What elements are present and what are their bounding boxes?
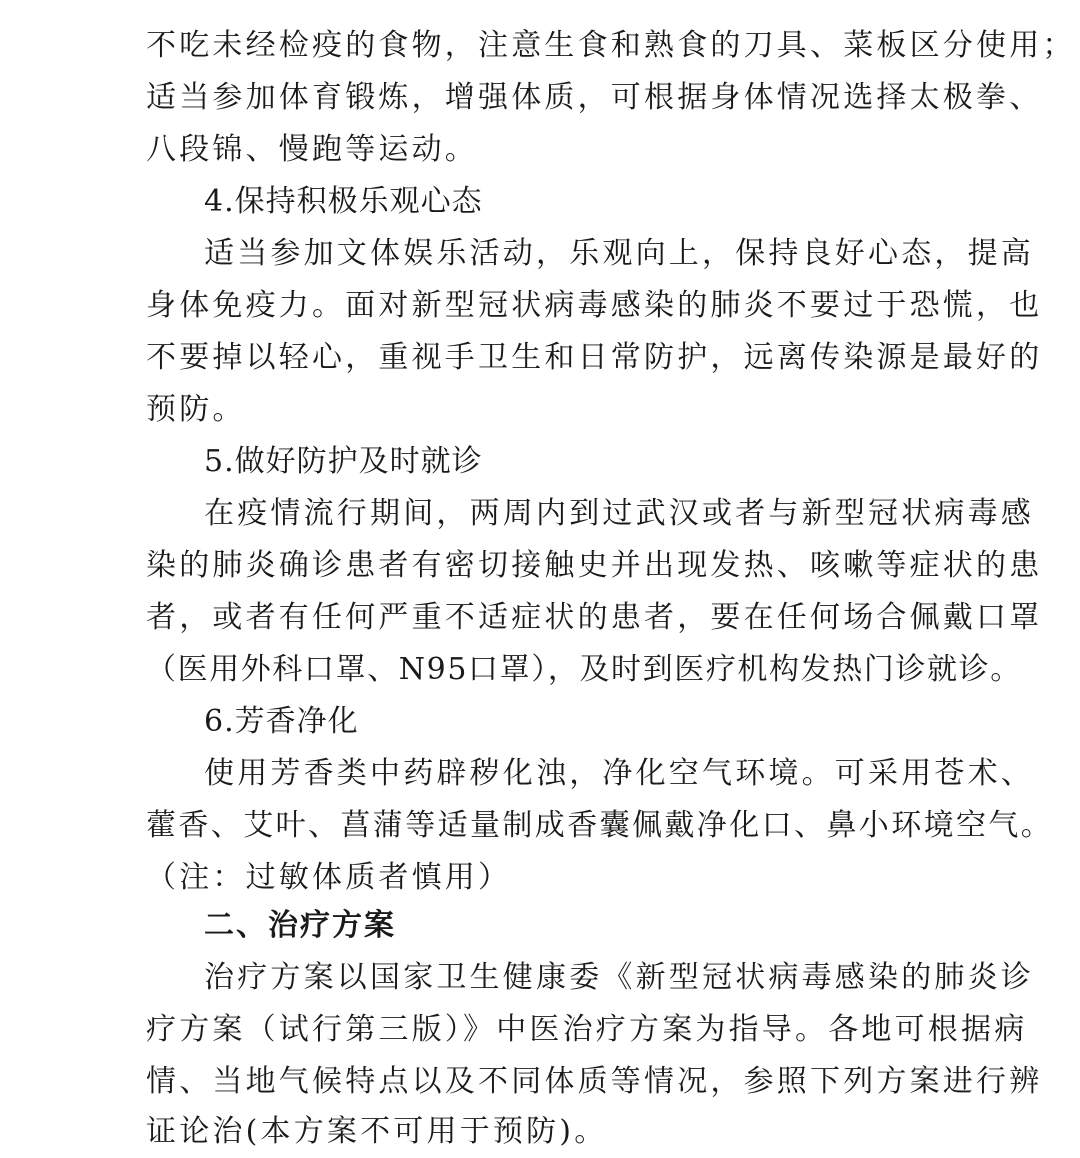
paragraph-line: 疗方案（试行第三版）》中医治疗方案为指导。各地可根据病 — [146, 1012, 1028, 1047]
paragraph-line: 不要掉以轻心，重视手卫生和日常防护，远离传染源是最好的 — [146, 340, 1043, 375]
paragraph-line: 不吃未经检疫的食物，注意生食和熟食的刀具、菜板区分使用； — [146, 28, 1076, 63]
section-heading-6: 6.芳香净化 — [204, 704, 359, 739]
paragraph-line: 使用芳香类中药辟秽化浊，净化空气环境。可采用苍术、 — [204, 756, 1034, 791]
section-heading-treatment: 二、治疗方案 — [204, 908, 396, 943]
paragraph-line: 适当参加文体娱乐活动，乐观向上，保持良好心态，提高 — [204, 236, 1034, 271]
paragraph-line: 适当参加体育锻炼，增强体质，可根据身体情况选择太极拳、 — [146, 80, 1043, 115]
paragraph-line: 证论治(本方案不可用于预防)。 — [146, 1114, 608, 1149]
paragraph-line: 预防。 — [146, 392, 246, 427]
paragraph-line: 身体免疫力。面对新型冠状病毒感染的肺炎不要过于恐慌，也 — [146, 288, 1043, 323]
section-heading-5: 5.做好防护及时就诊 — [204, 444, 483, 479]
paragraph-line: 者，或者有任何严重不适症状的患者，要在任何场合佩戴口罩 — [146, 600, 1043, 635]
paragraph-line: 在疫情流行期间，两周内到过武汉或者与新型冠状病毒感 — [204, 496, 1034, 531]
section-heading-4: 4.保持积极乐观心态 — [204, 184, 483, 219]
paragraph-line: 染的肺炎确诊患者有密切接触史并出现发热、咳嗽等症状的患 — [146, 548, 1043, 583]
paragraph-line: （医用外科口罩、N95口罩），及时到医疗机构发热门诊就诊。 — [146, 652, 1022, 687]
paragraph-line: 情、当地气候特点以及不同体质等情况，参照下列方案进行辨 — [146, 1064, 1043, 1099]
paragraph-line: 藿香、艾叶、菖蒲等适量制成香囊佩戴净化口、鼻小环境空气。 — [146, 808, 1054, 843]
paragraph-line: （注：过敏体质者慎用） — [146, 860, 512, 895]
paragraph-line: 八段锦、慢跑等运动。 — [146, 132, 478, 167]
paragraph-line: 治疗方案以国家卫生健康委《新型冠状病毒感染的肺炎诊 — [204, 960, 1034, 995]
